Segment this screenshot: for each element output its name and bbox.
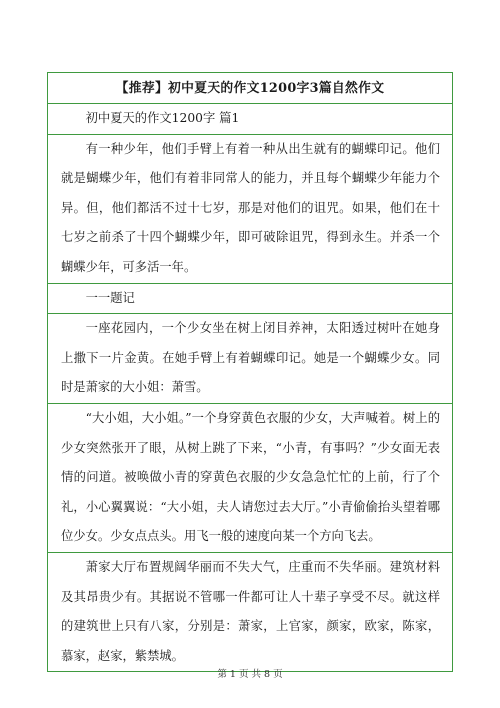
document-table	[47, 72, 453, 672]
paragraph-2: 一座花园内，一个少女坐在树上闭目养神，太阳透过树叶在她身上撒下一片金黄。在她手臂上有着蝴蝶印记。她是一个蝴蝶少女。同时是萧家的大小姐：萧雪。	[48, 313, 452, 403]
document-title: 【推荐】初中夏天的作文1200字3篇自然作文	[48, 72, 452, 103]
paragraph-3: “大小姐，大小姐。”一个身穿黄色衣服的少女，大声喊着。树上的少女突然张开了眼，从树上跳了下来，“小青，有事吗？”少女面无表情的问道。被唤做小青的穿黄色衣服的少女急急忙忙的上前，行了个礼，小心翼翼说：“大小姐，夫人请您过去大厅。”小青偷偷抬头望着哪位少女。少女点点头。用飞一般的速度向某一个方向飞去。	[48, 403, 452, 552]
page-number: 第 1 页 共 8 页	[217, 669, 283, 680]
section-heading: 初中夏天的作文1200字 篇1	[48, 103, 452, 134]
paragraph-4: 萧家大厅布置规阔华丽而不失大气，庄重而不失华丽。建筑材料及其昂贵少有。其据说不管哪一件都可让人十辈子享受不尽。就这样的建筑世上只有八家，分别是：萧家，上官家，颜家，欧家，陈家，慕家，赵家，紫禁城。	[48, 552, 452, 672]
epigraph: 一一题记	[48, 283, 452, 314]
paragraph-1: 有一种少年，他们手臂上有着一种从出生就有的蝴蝶印记。他们就是蝴蝶少年，他们有着非同常人的能力，并且每个蝴蝶少年能力个异。但，他们都活不过十七岁，那是对他们的诅咒。如果，他们在十七岁之前杀了十四个蝴蝶少年，即可破除诅咒，得到永生。并杀一个蝴蝶少年，可多活一年。	[48, 134, 452, 283]
